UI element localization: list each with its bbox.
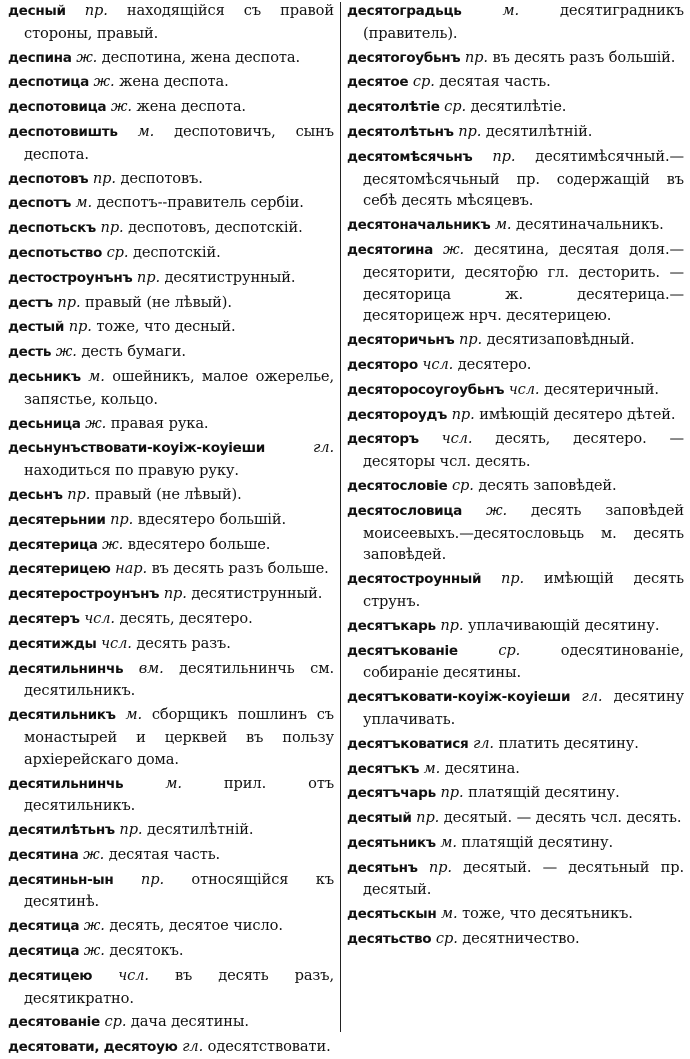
entry-headword: десятерица [8, 536, 98, 553]
dictionary-entry [347, 0, 684, 45]
entry-headword: деспотовишть [8, 123, 118, 140]
entry-grammar-abbrev: пр. [68, 318, 92, 336]
entry-definition: тоже, что десятьникъ. [462, 905, 633, 923]
dictionary-entry [8, 413, 334, 436]
entry-definition: платить десятину. [498, 734, 639, 752]
entry-headword: десятовати, десятоую [8, 1039, 178, 1056]
entry-headword: десяторъ [347, 431, 419, 448]
entry-headword: десятоградьць [347, 3, 462, 19]
entry-definition: десять, десятеро. — десяторы чсл. десять. [363, 430, 684, 471]
entry-grammar-abbrev: ж. [93, 73, 115, 91]
entry-headword: десятолѣтіе [347, 99, 440, 116]
entry-definition: десятиначальникъ. [516, 216, 664, 234]
entry-headword: десятица [8, 943, 80, 960]
entry-grammar-abbrev: ж. [83, 917, 105, 935]
entry-grammar-abbrev: ж. [55, 343, 77, 361]
entry-definition: уплачивающій десятину. [468, 616, 660, 634]
entry-definition: находящійся съ правой стороны, правый. [24, 2, 334, 42]
dictionary-entry [8, 217, 334, 240]
entry-headword: дестостроунънъ [8, 269, 133, 286]
column-right [347, 0, 684, 1035]
dictionary-entry [8, 71, 334, 94]
entry-grammar-abbrev: пр. [440, 616, 464, 634]
entry-grammar-abbrev: гл. [472, 734, 494, 752]
dictionary-entry [8, 583, 334, 606]
entry-definition: десятилѣтіе. [470, 98, 567, 116]
entry-grammar-abbrev: пр. [492, 147, 516, 165]
entry-grammar-abbrev: м. [423, 759, 441, 777]
entry-headword: дестъ [8, 294, 53, 311]
dictionary-entry [347, 568, 684, 613]
entry-grammar-abbrev: пр. [501, 570, 525, 588]
entry-grammar-abbrev: пр. [57, 293, 81, 311]
entry-grammar-abbrev: пр. [119, 821, 143, 839]
entry-definition: десятиструнный. [164, 268, 296, 286]
entry-grammar-abbrev: пр. [416, 809, 440, 827]
entry-headword: деспина [8, 49, 72, 66]
dictionary-entry [347, 857, 684, 902]
entry-definition: ошейникъ, малое ожерелье, запястье, кольцо. [24, 367, 335, 408]
dictionary-entry [8, 0, 334, 45]
dictionary-entry [347, 500, 684, 566]
dictionary-entry [347, 428, 684, 473]
dictionary-entry [8, 633, 334, 656]
entry-definition: десть бумаги. [81, 343, 186, 361]
dictionary-entry [8, 192, 334, 215]
entry-headword: десятерьнии [8, 511, 106, 528]
entry-grammar-abbrev: м. [494, 216, 512, 234]
dictionary-entry [8, 658, 334, 703]
dictionary-entry [347, 686, 684, 731]
dictionary-entry [8, 869, 334, 914]
entry-headword: десный [8, 3, 66, 19]
entry-grammar-abbrev: чсл. [508, 380, 540, 398]
entry-headword: десятица [8, 918, 80, 935]
entry-definition: деспотъ--правитель сербіи. [96, 194, 304, 212]
dictionary-entry [347, 758, 684, 781]
dictionary-entry [8, 558, 334, 581]
entry-definition: десятая часть. [439, 73, 551, 91]
entry-grammar-abbrev: пр. [428, 858, 452, 876]
entry-definition: десятокъ. [109, 942, 184, 960]
entry-headword: десятый [347, 810, 412, 827]
entry-definition: въ десять разъ большій. [492, 48, 676, 66]
dictionary-entry [8, 366, 334, 411]
entry-grammar-abbrev: пр. [464, 48, 488, 66]
entry-definition: вдесятеро большій. [137, 510, 287, 528]
entry-headword: десятъковати-коуіж-коуіеши [347, 689, 571, 706]
dictionary-entry [347, 239, 684, 327]
entry-grammar-abbrev: чсл. [101, 634, 132, 652]
entry-definition: десятина, десятая доля.—десяторити, десятор̃ю гл. десторить. — десяторица ж. десятерица.—десяторицеж нрч. десятерицею. [363, 240, 684, 325]
entry-definition: десять, десятое число. [109, 917, 283, 935]
entry-definition: деспотина, жена деспота. [101, 48, 301, 66]
entry-grammar-abbrev: м. [502, 2, 520, 19]
entry-grammar-abbrev: ср. [444, 98, 467, 116]
dictionary-entry [347, 329, 684, 352]
entry-headword: десятолѣтьнъ [347, 123, 454, 140]
entry-headword: десятьство [347, 931, 432, 948]
entry-headword: деспотовица [8, 99, 107, 116]
dictionary-entry [347, 475, 684, 498]
entry-headword: десятогоубьнъ [347, 49, 461, 66]
entry-headword: деспотъ [8, 195, 71, 212]
entry-grammar-abbrev: пр. [67, 485, 91, 503]
entry-headword: десьнунъствовати-коуіж-коуіеши [8, 440, 265, 457]
entry-grammar-abbrev: пр. [136, 268, 160, 286]
entry-definition: десять, десятеро. [119, 609, 253, 627]
entry-grammar-abbrev: ср. [412, 73, 435, 91]
entry-headword: десятина [8, 846, 79, 863]
dictionary-entry [347, 121, 684, 144]
entry-definition: жена деспота. [136, 98, 246, 116]
entry-headword: десятеростроунънъ [8, 586, 160, 603]
entry-grammar-abbrev: пр. [458, 331, 483, 349]
entry-headword: десятильнинчь [8, 775, 124, 792]
entry-headword: деспотьство [8, 244, 103, 261]
entry-grammar-abbrev: ж. [85, 414, 107, 432]
dictionary-entry [347, 379, 684, 402]
entry-grammar-abbrev: чсл. [441, 430, 473, 448]
dictionary-entry [8, 292, 334, 315]
entry-definition: одесятствовати. [207, 1038, 331, 1056]
entry-grammar-abbrev: гл. [312, 439, 334, 457]
entry-headword: десятилѣтьнъ [8, 822, 115, 839]
entry-headword: десятильникъ [8, 707, 116, 724]
entry-grammar-abbrev: ср. [451, 476, 474, 494]
entry-definition: десятеро. [457, 355, 532, 373]
dictionary-entry [347, 47, 684, 70]
entry-definition: десятимѣсячный.—десятомѣсячьный пр. содержащій въ себѣ десять мѣсяцевъ. [363, 147, 684, 210]
entry-definition: десять разъ. [136, 634, 231, 652]
entry-grammar-abbrev: м. [75, 194, 93, 212]
entry-headword: десятьскын [347, 906, 437, 923]
entry-definition: десятилѣтній. [485, 122, 593, 140]
entry-headword: десятоначальникъ [347, 217, 491, 234]
entry-grammar-abbrev: пр. [140, 870, 164, 888]
entry-definition: десять заповѣдей моисеевыхъ.—десятословьць м. десять заповѣдей. [363, 501, 684, 564]
entry-definition: имѣющій десятеро дѣтей. [479, 405, 676, 423]
dictionary-entry [8, 437, 334, 482]
entry-definition: платящій десятину. [461, 833, 614, 851]
entry-grammar-abbrev: м. [440, 905, 458, 923]
entry-grammar-abbrev: м. [125, 706, 143, 724]
entry-definition: правая рука. [110, 414, 209, 432]
dictionary-entry [347, 71, 684, 94]
entry-definition: жена деспота. [119, 73, 229, 91]
entry-grammar-abbrev: пр. [84, 2, 108, 19]
entry-headword: десятомѣсячьнъ [347, 148, 473, 165]
entry-headword: десятoроудъ [347, 406, 448, 423]
entry-grammar-abbrev: пр. [458, 122, 482, 140]
entry-headword: десятъкъ [347, 760, 420, 777]
entry-definition: сборщикъ пошлинъ съ монастырей и церквей въ пользу архіерейскаго дома. [24, 706, 334, 768]
entry-headword: десятъчарь [347, 785, 436, 802]
entry-headword: десятижды [8, 635, 97, 652]
entry-grammar-abbrev: гл. [581, 688, 603, 706]
entry-grammar-abbrev: м. [165, 774, 182, 792]
entry-headword: десятъкарь [347, 617, 436, 634]
dictionary-entry [8, 121, 334, 166]
entry-definition: одесятинованіе, собираніе десятины. [363, 641, 684, 682]
entry-definition: платящій десятину. [468, 784, 620, 802]
entry-grammar-abbrev: чсл. [422, 355, 454, 373]
entry-grammar-abbrev: пр. [92, 169, 116, 187]
entry-headword: десятословіе [347, 477, 448, 494]
entry-headword: десьникъ [8, 368, 81, 385]
dictionary-entry [8, 168, 334, 191]
entry-definition: тоже, что десный. [96, 318, 236, 336]
entry-headword: десятерицею [8, 561, 111, 578]
dictionary-entry [8, 819, 334, 842]
dictionary-entry [8, 844, 334, 867]
entry-definition: деспотскій. [133, 243, 221, 261]
entry-definition: деспотовъ, деспотскій. [128, 219, 303, 237]
dictionary-entry [347, 615, 684, 638]
dictionary-entry [347, 807, 684, 830]
dictionary-entry [8, 316, 334, 339]
entry-grammar-abbrev: ж. [83, 845, 105, 863]
entry-grammar-abbrev: ср. [104, 1013, 127, 1031]
dictionary-entry [347, 146, 684, 212]
dictionary-entry [8, 267, 334, 290]
dictionary-entry [8, 534, 334, 557]
entry-headword: десьница [8, 415, 81, 432]
entry-definition: десятину уплачивать. [363, 688, 684, 728]
entry-grammar-abbrev: вм. [138, 659, 164, 677]
entry-definition: десятая часть. [108, 845, 221, 863]
entry-definition: десятизаповѣдный. [486, 331, 635, 349]
dictionary-entry [8, 341, 334, 364]
entry-headword: дестый [8, 319, 65, 336]
entry-definition: десятина. [444, 759, 520, 777]
entry-headword: деспотьскъ [8, 220, 96, 237]
entry-definition: правый (не лѣвый). [94, 485, 242, 503]
entry-grammar-abbrev: м. [440, 833, 457, 851]
entry-grammar-abbrev: пр. [440, 784, 464, 802]
entry-grammar-abbrev: м. [137, 122, 155, 140]
entry-definition: десятиградникъ (правитель). [363, 2, 684, 42]
entry-definition: относящійся къ десятинѣ. [24, 870, 335, 911]
entry-grammar-abbrev: ср. [435, 930, 458, 948]
entry-grammar-abbrev: ж. [442, 240, 464, 258]
dictionary-entry [8, 608, 334, 631]
entry-grammar-abbrev: ср. [106, 243, 129, 261]
entry-headword: десятословица [347, 502, 463, 519]
entry-grammar-abbrev: ж. [486, 501, 508, 519]
dictionary-entry [347, 96, 684, 119]
entry-grammar-abbrev: чсл. [84, 609, 115, 627]
dictionary-entry [347, 214, 684, 237]
dictionary-entry [8, 1011, 334, 1034]
entry-definition: десятеричный. [544, 380, 659, 398]
entry-definition: десять заповѣдей. [478, 476, 617, 494]
entry-headword: десятиньн-ын [8, 871, 114, 888]
dictionary-entry [347, 354, 684, 377]
entry-definition: десятилѣтній. [147, 821, 254, 839]
entry-grammar-abbrev: ж. [110, 98, 132, 116]
entry-definition: имѣющій десять струнъ. [363, 570, 684, 610]
column-left [8, 0, 335, 1056]
entry-headword: десятъковатися [347, 735, 469, 752]
entry-grammar-abbrev: гл. [182, 1038, 204, 1056]
column-divider [340, 2, 341, 1032]
dictionary-entry [8, 47, 334, 70]
entry-grammar-abbrev: ср. [498, 641, 521, 659]
entry-headword: десятьникъ [347, 834, 436, 851]
entry-definition: деспотовичъ, сынъ деспота. [24, 122, 334, 163]
entry-definition: десятиструнный. [191, 585, 323, 603]
entry-definition: находиться по правую руку. [24, 462, 239, 480]
dictionary-entry [8, 915, 334, 938]
entry-grammar-abbrev: чсл. [118, 966, 149, 984]
dictionary-entry [8, 940, 334, 963]
entry-headword: десятильнинчь [8, 660, 124, 677]
dictionary-entry [8, 965, 334, 1010]
entry-headword: десяторичьнъ [347, 332, 455, 349]
entry-definition: деспотовъ. [120, 169, 203, 187]
entry-grammar-abbrev: пр. [451, 405, 475, 423]
entry-headword: десятoросоугоубьнъ [347, 381, 505, 398]
dictionary-entry [8, 484, 334, 507]
entry-headword: деспотица [8, 74, 89, 91]
entry-grammar-abbrev: м. [88, 367, 105, 385]
dictionary-entry [8, 96, 334, 119]
entry-grammar-abbrev: пр. [163, 585, 187, 603]
entry-headword: десятованіе [8, 1014, 100, 1031]
entry-headword: десятoро [347, 356, 418, 373]
dictionary-entry [347, 903, 684, 926]
entry-headword: десьнъ [8, 486, 63, 503]
entry-headword: деспотовъ [8, 170, 89, 187]
entry-definition: десятильнинчь см. десятильникъ. [24, 659, 334, 700]
dictionary-entry [347, 733, 684, 756]
entry-headword: десятеръ [8, 610, 80, 627]
entry-definition: въ десять разъ больше. [151, 560, 329, 578]
entry-headword: десятицею [8, 967, 93, 984]
dictionary-entry [8, 773, 334, 818]
entry-grammar-abbrev: пр. [100, 219, 124, 237]
entry-definition: десятый. — десятьный пр. десятый. [363, 858, 685, 899]
entry-headword: десятострoунный [347, 571, 482, 588]
dictionary-entry [347, 640, 684, 685]
entry-definition: десятничество. [462, 930, 580, 948]
dictionary-entry [347, 928, 684, 951]
entry-grammar-abbrev: нар. [115, 560, 148, 578]
dictionary-entry [347, 404, 684, 427]
entry-definition: дача десятины. [130, 1013, 249, 1031]
entry-headword: десть [8, 344, 52, 361]
dictionary-entry [347, 782, 684, 805]
dictionary-entry [8, 704, 334, 770]
entry-definition: десятый. — десять чсл. десять. [443, 809, 682, 827]
dictionary-entry [8, 1036, 334, 1059]
entry-grammar-abbrev: ж. [83, 942, 105, 960]
entry-headword: десятъкованіе [347, 642, 458, 659]
entry-definition: вдесятеро больше. [127, 535, 271, 553]
entry-definition: въ десять разъ, десятикратно. [24, 966, 334, 1007]
entry-definition: правый (не лѣвый). [85, 293, 232, 311]
entry-headword: десятьнъ [347, 859, 418, 876]
entry-grammar-abbrev: ж. [102, 535, 124, 553]
entry-grammar-abbrev: пр. [110, 510, 134, 528]
entry-headword: десятorина [347, 241, 433, 258]
dictionary-entry [8, 509, 334, 532]
dictionary-entry [347, 832, 684, 855]
entry-definition: прил. отъ десятильникъ. [24, 774, 335, 815]
dictionary-entry [8, 242, 334, 265]
entry-grammar-abbrev: ж. [76, 48, 98, 66]
entry-headword: десятое [347, 74, 409, 91]
